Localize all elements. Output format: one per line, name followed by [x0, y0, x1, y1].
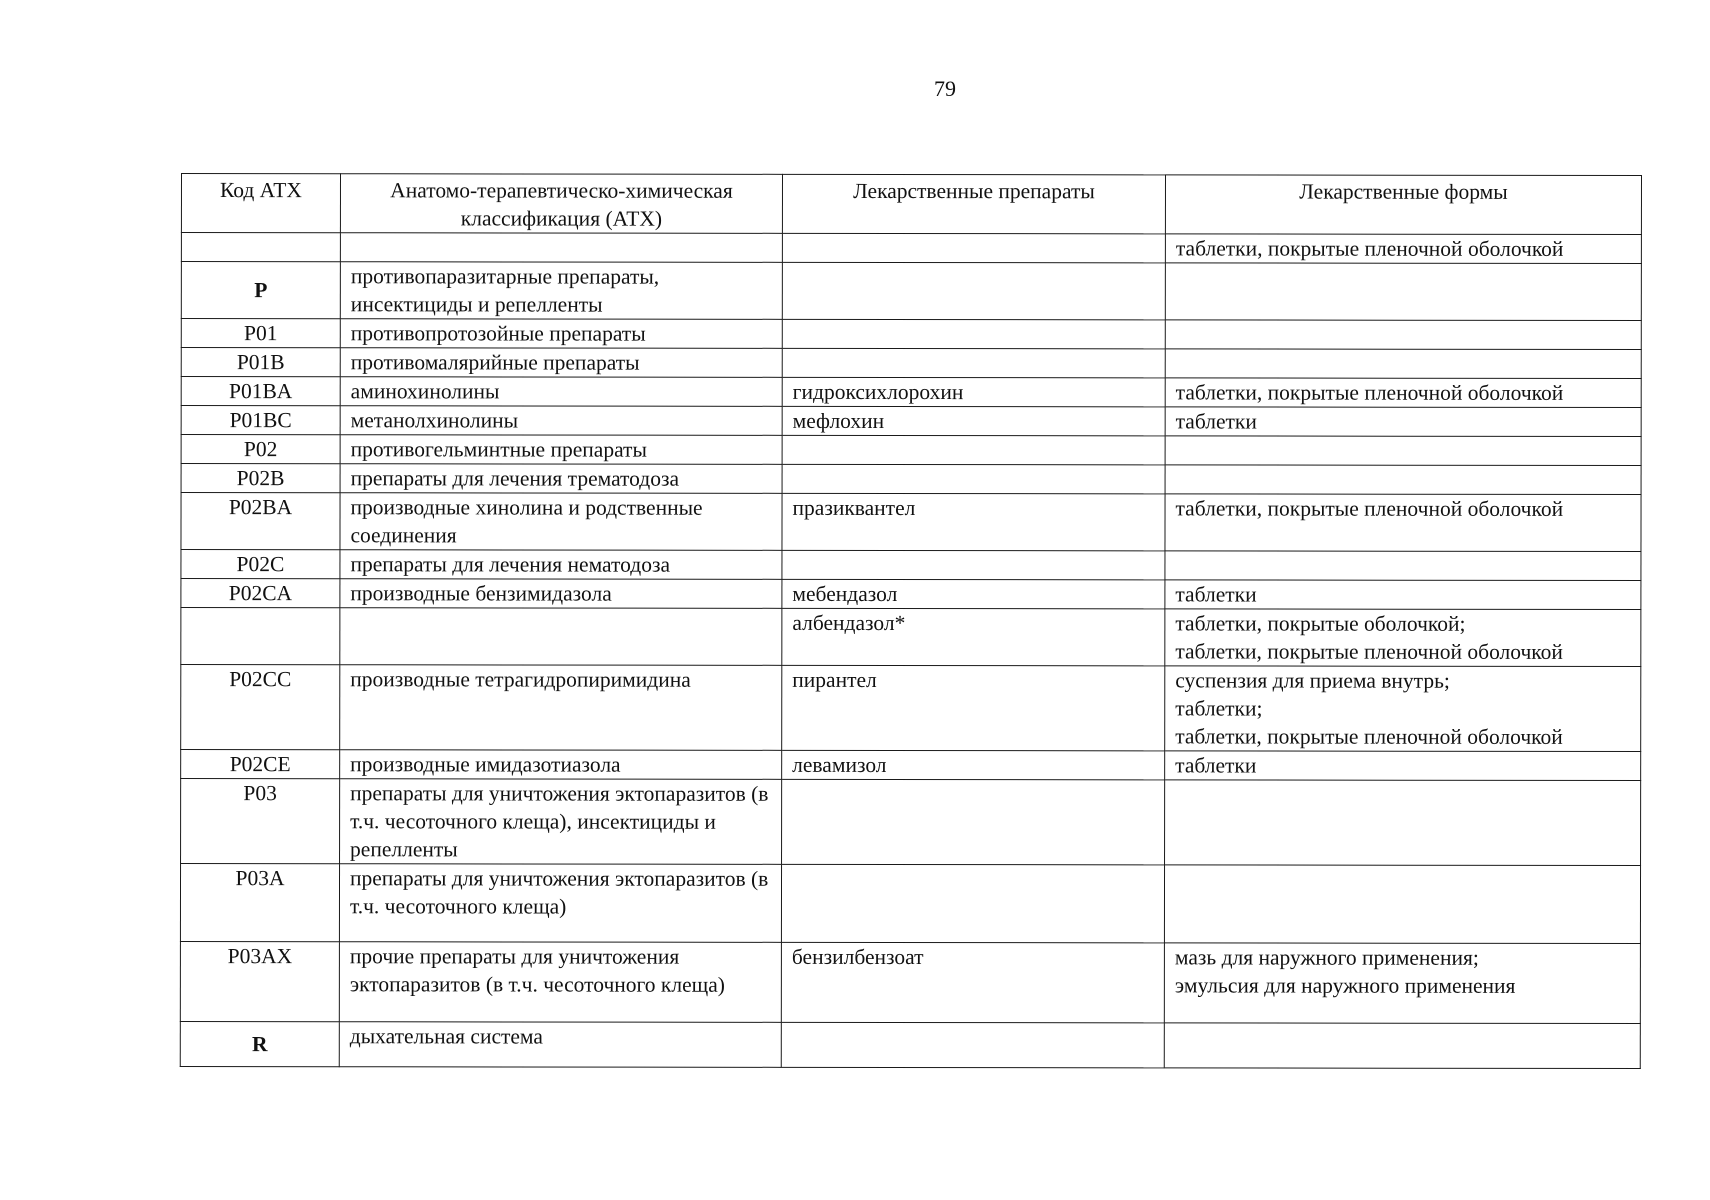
- cell-drug: [782, 319, 1165, 349]
- cell-forms: [1164, 865, 1640, 944]
- table-row: [181, 233, 1641, 264]
- cell-drug: бензилбензоат: [781, 942, 1164, 1023]
- cell-forms: [1165, 780, 1641, 866]
- cell-classification: препараты для лечения нематодоза: [340, 550, 782, 580]
- header-forms: Лекарственные формы: [1165, 175, 1641, 235]
- cell-classification: [340, 233, 782, 263]
- table-row: [181, 406, 1641, 437]
- header-code: Код АТХ: [181, 174, 340, 233]
- table-row: [181, 779, 1641, 866]
- cell-classification: [340, 608, 782, 666]
- cell-drug: [781, 1022, 1164, 1068]
- atx-table: [180, 173, 1642, 1069]
- cell-drug: албендазол*: [782, 608, 1165, 666]
- table-row: [180, 864, 1640, 944]
- cell-code: P02BA: [181, 493, 340, 550]
- cell-drug: [782, 779, 1165, 865]
- table-row: [181, 493, 1641, 552]
- header-drug: Лекарственные препараты: [782, 174, 1165, 234]
- cell-forms: [1165, 494, 1641, 552]
- cell-classification: производные хинолина и родственные соединения: [340, 493, 782, 551]
- form-line: суспензия для приема внутрь;: [1175, 668, 1450, 693]
- cell-code: P01BC: [181, 406, 340, 435]
- cell-drug: празиквантел: [782, 493, 1165, 551]
- cell-forms: [1165, 751, 1641, 781]
- cell-code: P03A: [180, 864, 339, 942]
- cell-code: P02CC: [181, 665, 340, 750]
- cell-classification: производные тетрагидропиримидина: [340, 665, 782, 751]
- cell-forms: [1165, 407, 1641, 437]
- cell-classification: прочие препараты для уничтожения эктопаразитов (в т.ч. чесоточного клеща): [339, 942, 781, 1023]
- table-row: [181, 435, 1641, 466]
- cell-drug: гидроксихлорохин: [782, 377, 1165, 407]
- table-row: [181, 550, 1641, 581]
- cell-drug: мебендазол: [782, 579, 1165, 609]
- table-row: [181, 665, 1641, 752]
- header-classification: Анатомо-терапевтическо-химическая классификация (АТХ): [340, 174, 782, 234]
- form-line: таблетки: [1175, 409, 1257, 434]
- cell-forms: [1165, 666, 1641, 752]
- cell-forms: [1165, 465, 1641, 495]
- cell-classification: противомалярийные препараты: [340, 348, 782, 378]
- cell-classification: противопаразитарные препараты, инсектициды и репелленты: [340, 262, 782, 320]
- cell-code: P03: [181, 779, 340, 864]
- form-line: мазь для наружного применения;: [1174, 945, 1479, 970]
- table-row: [181, 348, 1641, 379]
- cell-code: [181, 233, 340, 262]
- cell-classification: противопротозойные препараты: [340, 319, 782, 349]
- cell-code: R: [180, 1021, 339, 1066]
- table-row: [181, 608, 1641, 667]
- cell-drug: мефлохин: [782, 406, 1165, 436]
- cell-forms: [1165, 580, 1641, 610]
- form-line: таблетки, покрытые пленочной оболочкой: [1175, 639, 1563, 664]
- cell-drug: пирантел: [782, 665, 1165, 751]
- form-line: таблетки: [1175, 753, 1257, 778]
- form-line: таблетки, покрытые пленочной оболочкой: [1175, 380, 1564, 405]
- cell-classification: производные имидазотиазола: [340, 750, 782, 780]
- cell-drug: [782, 262, 1165, 320]
- form-line: таблетки, покрытые пленочной оболочкой: [1175, 724, 1563, 749]
- table-row: [181, 579, 1641, 610]
- cell-forms: [1165, 234, 1641, 264]
- cell-forms: [1164, 1023, 1640, 1069]
- cell-code: P02B: [181, 464, 340, 493]
- cell-code: P01BA: [181, 377, 340, 406]
- form-line: таблетки: [1175, 582, 1257, 607]
- form-line: таблетки, покрытые пленочной оболочкой: [1175, 236, 1564, 261]
- cell-code: P03AX: [180, 941, 339, 1021]
- cell-classification: препараты для лечения трематодоза: [340, 464, 782, 494]
- cell-classification: препараты для уничтожения эктопаразитов (в т.ч. чесоточного клеща): [339, 864, 781, 943]
- cell-code: P02CA: [181, 579, 340, 608]
- cell-forms: [1165, 551, 1641, 581]
- form-line: таблетки;: [1175, 696, 1263, 721]
- cell-drug: [782, 348, 1165, 378]
- table-row: [180, 1021, 1640, 1068]
- cell-drug: [781, 864, 1164, 943]
- cell-code: P02: [181, 435, 340, 464]
- cell-classification: аминохинолины: [340, 377, 782, 407]
- cell-forms: [1165, 378, 1641, 408]
- table-row: [181, 377, 1641, 408]
- cell-code: P02CE: [181, 750, 340, 779]
- form-line: таблетки, покрытые оболочкой;: [1175, 611, 1466, 636]
- page-number: 79: [934, 76, 956, 101]
- cell-drug: [782, 233, 1165, 263]
- table-row: [180, 941, 1640, 1023]
- cell-classification: дыхательная система: [339, 1022, 781, 1068]
- cell-code: P01: [181, 319, 340, 348]
- form-line: таблетки, покрытые пленочной оболочкой: [1175, 496, 1564, 521]
- cell-classification: препараты для уничтожения эктопаразитов (в т.ч. чесоточного клеща), инсектициды и репелленты: [340, 779, 782, 865]
- table-header-row: [181, 174, 1641, 235]
- cell-classification: противогельминтные препараты: [340, 435, 782, 465]
- cell-forms: [1165, 263, 1641, 321]
- cell-forms: [1165, 349, 1641, 379]
- table-row: [181, 262, 1641, 321]
- cell-code: P02C: [181, 550, 340, 579]
- table-row: [181, 319, 1641, 350]
- table-row: [181, 464, 1641, 495]
- cell-drug: [782, 550, 1165, 580]
- cell-forms: [1164, 943, 1640, 1024]
- table-row: [181, 750, 1641, 781]
- cell-classification: метанолхинолины: [340, 406, 782, 436]
- document-table-wrapper: [180, 173, 1641, 1069]
- form-line: эмульсия для наружного применения: [1174, 973, 1516, 998]
- cell-drug: левамизол: [782, 750, 1165, 780]
- cell-forms: [1165, 436, 1641, 466]
- cell-code: P: [181, 262, 340, 319]
- cell-drug: [782, 435, 1165, 465]
- cell-classification: производные бензимидазола: [340, 579, 782, 609]
- cell-code: P01B: [181, 348, 340, 377]
- cell-code: [181, 608, 340, 665]
- cell-forms: [1165, 320, 1641, 350]
- cell-drug: [782, 464, 1165, 494]
- cell-forms: [1165, 609, 1641, 667]
- table-body: [180, 233, 1641, 1069]
